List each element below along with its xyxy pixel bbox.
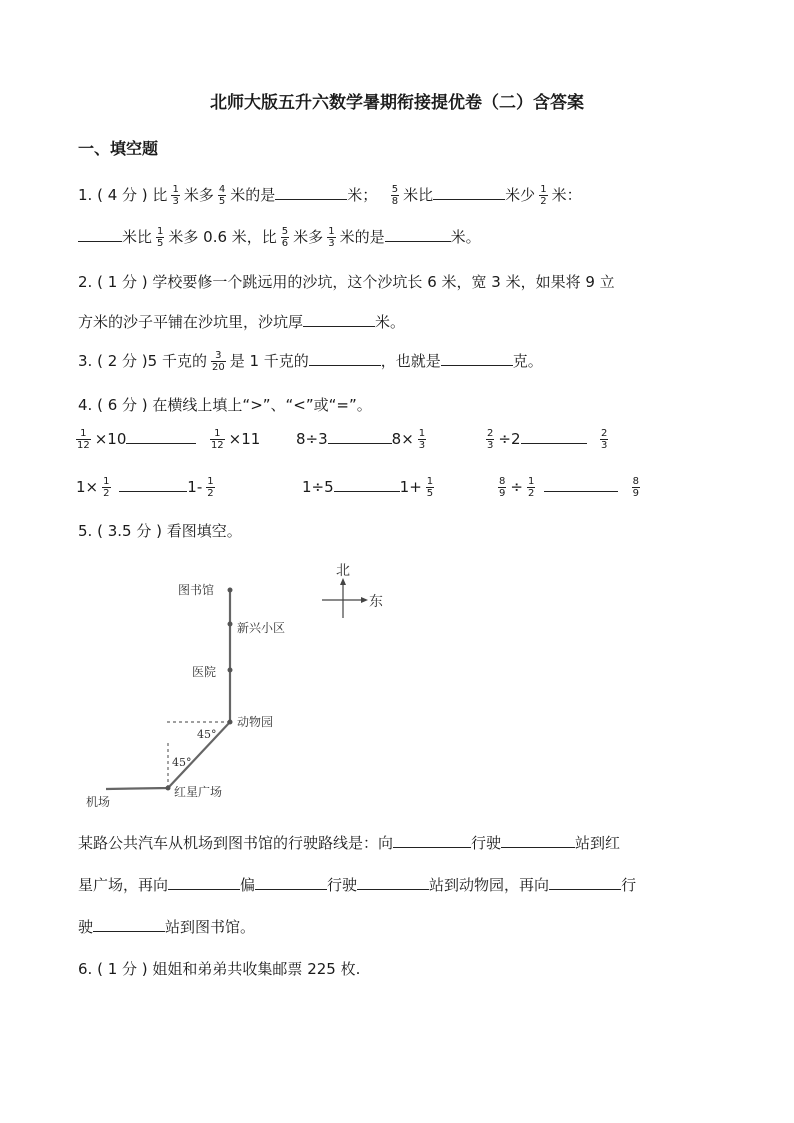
text: 站到图书馆。 — [165, 918, 256, 936]
fraction: $\frac{8}{9}$ — [499, 476, 506, 499]
text: 1÷5 — [302, 478, 334, 496]
question-label: 4. ( 6 分 ) — [78, 396, 148, 414]
compare-row-1b — [296, 428, 430, 451]
text: 驶 — [78, 918, 94, 936]
question-5-line-3 — [78, 916, 255, 937]
text: 米比 — [403, 186, 434, 204]
question-2-line-2 — [78, 311, 405, 332]
angle-label: 45° — [172, 756, 192, 769]
question-label: 3. ( 2 分 ) — [78, 352, 148, 370]
answer-blank[interactable] — [334, 476, 400, 492]
text: 行驶 — [327, 876, 358, 894]
question-1-line-2 — [78, 226, 481, 249]
fraction: $\frac{5}{6}$ — [281, 226, 289, 249]
fraction: $\frac{1}{2}$ — [540, 184, 547, 207]
angle-label: 45° — [197, 728, 217, 741]
text: 米： — [551, 186, 582, 204]
answer-blank[interactable] — [393, 832, 471, 848]
text: 某路公共汽车从机场到图书馆的行驶路线是：向 — [78, 834, 394, 852]
fraction: $\frac{1}{2}$ — [207, 476, 214, 499]
question-text: 姐姐和弟弟共收集邮票 225 枚. — [152, 960, 361, 978]
question-3 — [78, 350, 543, 373]
question-1 — [78, 184, 582, 207]
library-label: 图书馆 — [178, 583, 215, 597]
stop-dot — [228, 720, 233, 725]
text: 米多 — [293, 228, 324, 246]
fraction: $\frac{1}{2}$ — [527, 476, 535, 499]
text: 1- — [187, 478, 203, 496]
answer-blank[interactable] — [521, 428, 587, 444]
text: ÷2 — [498, 430, 521, 448]
answer-blank[interactable] — [275, 184, 347, 200]
text: 米的是 — [230, 186, 276, 204]
hospital-label: 医院 — [192, 665, 217, 679]
text: 8÷3 — [296, 430, 328, 448]
fraction: $\frac{8}{9}$ — [632, 476, 640, 499]
text: ，也就是 — [380, 352, 441, 370]
stop-dot — [166, 786, 171, 791]
text: 是 1 千克的 — [229, 352, 309, 370]
question-5-line-1 — [78, 832, 620, 853]
compare-row-2b — [302, 476, 438, 499]
question-text: 看图填空。 — [166, 522, 242, 540]
text: 行 — [621, 876, 637, 894]
north-label: 北 — [336, 563, 350, 579]
fraction: $\frac{2}{3}$ — [601, 428, 608, 451]
fraction: $\frac{1}{12}$ — [210, 428, 224, 451]
fraction: $\frac{1}{12}$ — [77, 428, 90, 451]
text: ×10 — [94, 430, 127, 448]
route-line — [106, 590, 230, 789]
question-text: 在横线上填上“>”、“<”或“=”。 — [152, 396, 372, 414]
fraction: $\frac{1}{2}$ — [103, 476, 110, 499]
text: 5 千克的 — [147, 352, 207, 370]
compare-row-2 — [76, 476, 219, 499]
text: 米的是 — [339, 228, 385, 246]
fraction: $\frac{1}{5}$ — [157, 226, 164, 249]
hongxing-label: 红星广场 — [174, 785, 223, 799]
zoo-label: 动物园 — [237, 715, 274, 729]
text: 站到红 — [575, 834, 621, 852]
stop-dot — [228, 588, 233, 593]
stop-dot — [228, 668, 233, 673]
text: 米多 — [183, 186, 214, 204]
fraction: $\frac{1}{3}$ — [418, 428, 426, 451]
answer-blank[interactable] — [255, 874, 327, 890]
question-4 — [78, 394, 372, 415]
xinxing-label: 新兴小区 — [237, 621, 286, 635]
question-label: 1. ( 4 分 ) — [78, 186, 148, 204]
answer-blank[interactable] — [168, 874, 240, 890]
text: 米少 — [505, 186, 536, 204]
text: 米。 — [375, 313, 406, 331]
answer-blank[interactable] — [126, 428, 196, 444]
text: 方米的沙子平铺在沙坑里，沙坑厚 — [78, 313, 304, 331]
page-title: 北师大版五升六数学暑期衔接提优卷（二）含答案 — [210, 93, 584, 113]
airport-label: 机场 — [86, 795, 111, 809]
text: 1+ — [399, 478, 422, 496]
fraction: $\frac{3}{20}$ — [211, 350, 225, 373]
question-2 — [78, 271, 615, 292]
answer-blank[interactable] — [93, 916, 165, 932]
question-5 — [78, 520, 242, 541]
compare-row-2c — [494, 476, 644, 499]
compare-row-1 — [72, 428, 260, 451]
fraction: $\frac{2}{3}$ — [487, 428, 494, 451]
text: ÷ — [510, 478, 523, 496]
text: 1× — [76, 478, 99, 496]
question-label: 5. ( 3.5 分 ) — [78, 522, 162, 540]
stop-dot — [228, 622, 233, 627]
answer-blank[interactable] — [549, 874, 621, 890]
text: 米多 0.6 米，比 — [168, 228, 277, 246]
answer-blank[interactable] — [501, 832, 575, 848]
fraction: $\frac{4}{5}$ — [218, 184, 226, 207]
text: 米； — [347, 186, 378, 204]
answer-blank[interactable] — [385, 226, 451, 242]
text: 星广场，再向 — [78, 876, 169, 894]
text: 站到动物园，再向 — [429, 876, 550, 894]
answer-blank[interactable] — [544, 476, 618, 492]
section-heading: 一、填空题 — [78, 139, 159, 158]
question-label: 6. ( 1 分 ) — [78, 960, 148, 978]
answer-blank[interactable] — [303, 311, 375, 327]
answer-blank[interactable] — [78, 226, 122, 242]
question-6 — [78, 958, 360, 979]
answer-blank[interactable] — [309, 350, 381, 366]
fraction: $\frac{1}{3}$ — [172, 184, 179, 207]
text: ×11 — [228, 430, 261, 448]
route-map — [70, 560, 400, 815]
text: 米比 — [122, 228, 153, 246]
text: 米。 — [450, 228, 481, 246]
answer-blank[interactable] — [328, 428, 392, 444]
text: 克。 — [512, 352, 543, 370]
fraction: $\frac{5}{8}$ — [391, 184, 399, 207]
answer-blank[interactable] — [441, 350, 513, 366]
compare-row-1c — [482, 428, 612, 451]
compass — [322, 563, 383, 618]
question-text: 学校要修一个跳远用的沙坑，这个沙坑长 6 米，宽 3 米，如果将 9 立 — [152, 273, 615, 291]
answer-blank[interactable] — [433, 184, 505, 200]
question-5-line-2 — [78, 874, 636, 895]
answer-blank[interactable] — [119, 476, 187, 492]
fraction: $\frac{1}{3}$ — [328, 226, 335, 249]
east-label: 东 — [369, 594, 383, 610]
text: 比 — [152, 186, 168, 204]
text: 8× — [391, 430, 414, 448]
question-label: 2. ( 1 分 ) — [78, 273, 148, 291]
text: 偏 — [240, 876, 256, 894]
text: 行驶 — [471, 834, 502, 852]
answer-blank[interactable] — [357, 874, 429, 890]
fraction: $\frac{1}{5}$ — [426, 476, 434, 499]
